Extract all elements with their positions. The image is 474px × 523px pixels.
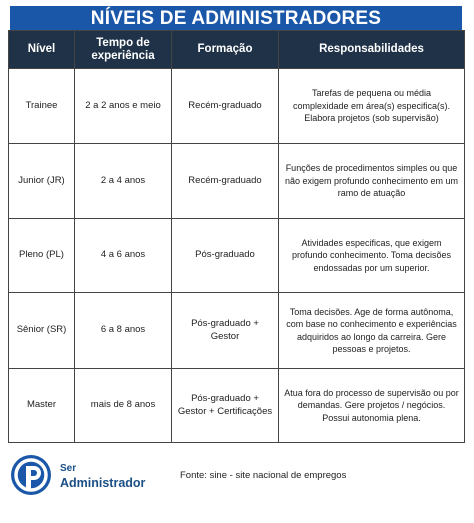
cell-tempo: mais de 8 anos bbox=[75, 369, 172, 443]
header-tempo-de-experiencia: Tempo de experiência bbox=[75, 31, 172, 69]
table-row bbox=[9, 369, 465, 443]
table-row bbox=[9, 69, 465, 144]
cell-responsabilidades: Atua fora do processo de supervisão ou por demandas. Gere projetos / negócios. Possui autonomia plena. bbox=[279, 369, 465, 443]
brand-line-ser: Ser bbox=[60, 463, 77, 474]
cell-formacao: Pós-graduado + Gestor bbox=[172, 293, 279, 369]
brand-logo bbox=[10, 454, 160, 498]
cell-nivel: Sênior (SR) bbox=[9, 293, 75, 369]
ser-administrador-logo-icon bbox=[10, 454, 52, 496]
cell-tempo: 4 a 6 anos bbox=[75, 219, 172, 293]
brand-line-administrador: Administrador bbox=[60, 476, 146, 490]
cell-responsabilidades: Funções de procedimentos simples ou que não exigem profundo conhecimento em um ramo de atuação bbox=[279, 144, 465, 219]
table-row bbox=[9, 219, 465, 293]
cell-tempo: 2 a 2 anos e meio bbox=[75, 69, 172, 144]
cell-formacao: Recém-graduado bbox=[172, 69, 279, 144]
cell-formacao: Pós-graduado + Gestor + Certificações bbox=[172, 369, 279, 443]
cell-formacao: Recém-graduado bbox=[172, 144, 279, 219]
header-formacao: Formação bbox=[172, 31, 279, 69]
cell-responsabilidades: Toma decisões. Age de forma autônoma, com base no conhecimento e experiências adquiridos ao longo da carreira. Gere pessoas e projetos. bbox=[279, 293, 465, 369]
table-header-row bbox=[9, 31, 465, 69]
table-row bbox=[9, 293, 465, 369]
cell-responsabilidades: Atividades especificas, que exigem profundo conhecimento. Toma decisões endossadas por um superior. bbox=[279, 219, 465, 293]
header-responsabilidades: Responsabilidades bbox=[279, 31, 465, 69]
table-row bbox=[9, 144, 465, 219]
page-title: NÍVEIS DE ADMINISTRADORES bbox=[10, 6, 462, 32]
cell-tempo: 6 a 8 anos bbox=[75, 293, 172, 369]
cell-formacao: Pós-graduado bbox=[172, 219, 279, 293]
source-note: Fonte: sine - site nacional de empregos bbox=[180, 470, 347, 481]
header-nivel: Nível bbox=[9, 31, 75, 69]
cell-nivel: Master bbox=[9, 369, 75, 443]
cell-tempo: 2 a 4 anos bbox=[75, 144, 172, 219]
levels-table bbox=[8, 30, 465, 443]
cell-nivel: Trainee bbox=[9, 69, 75, 144]
cell-nivel: Pleno (PL) bbox=[9, 219, 75, 293]
cell-responsabilidades: Tarefas de pequena ou média complexidade em área(s) especifica(s). Elabora projetos (sob supervisão) bbox=[279, 69, 465, 144]
cell-nivel: Junior (JR) bbox=[9, 144, 75, 219]
